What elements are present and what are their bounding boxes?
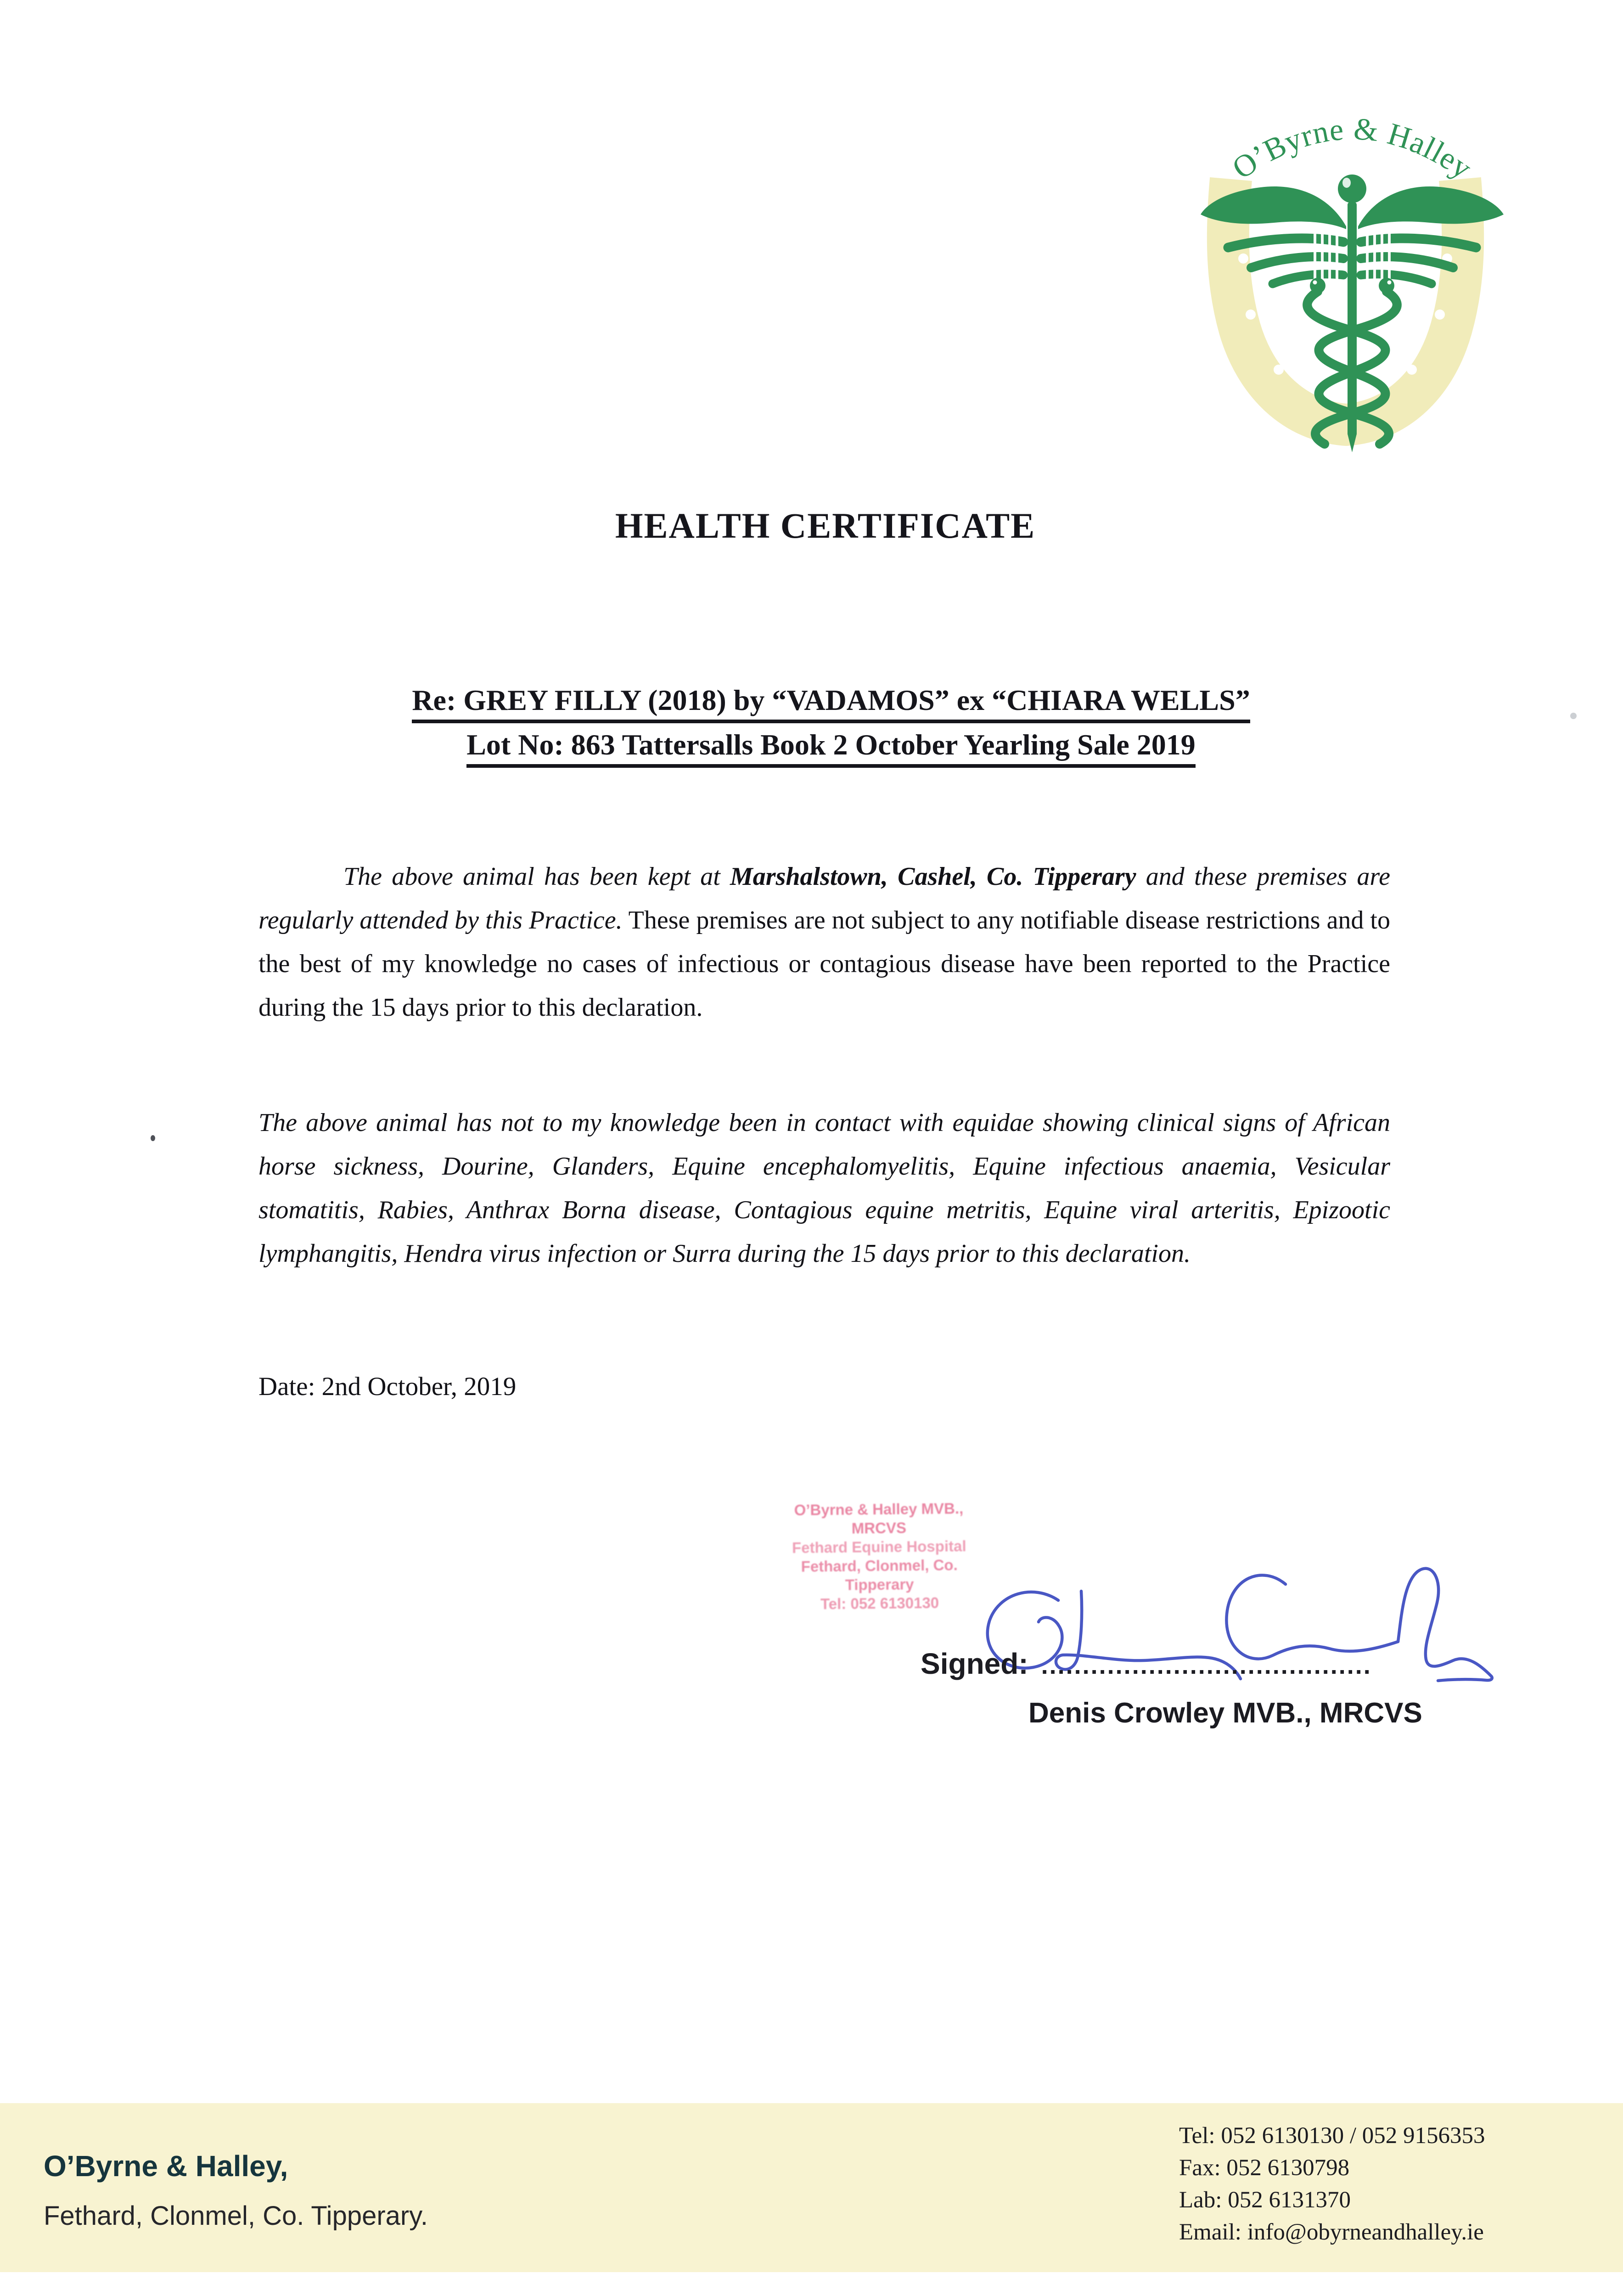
signatory-name: Denis Crowley MVB., MRCVS — [1028, 1697, 1422, 1729]
scan-speck — [1570, 713, 1577, 719]
subject-re-text: Re: GREY FILLY (2018) by “VADAMOS” ex “CHIARA WELLS” — [412, 683, 1250, 723]
subject-line-lot — [39, 728, 1623, 768]
subject-line-re — [39, 683, 1623, 723]
footer-contact-block — [1179, 2120, 1485, 2248]
footer-practice-name: O’Byrne & Halley, — [44, 2150, 288, 2183]
date-line: Date: 2nd October, 2019 — [258, 1372, 517, 1401]
stamp-line-2: Fethard Equine Hospital — [792, 1537, 966, 1556]
footer-tel: Tel: 052 6130130 / 052 9156353 — [1179, 2123, 1485, 2149]
footer-practice-address: Fethard, Clonmel, Co. Tipperary. — [44, 2201, 428, 2231]
stamp-line-4: Tel: 052 6130130 — [820, 1594, 939, 1613]
footer-email: Email: info@obyrneandhalley.ie — [1179, 2219, 1484, 2245]
footer-lab: Lab: 052 6131370 — [1179, 2187, 1351, 2213]
stamp-line-3: Fethard, Clonmel, Co. Tipperary — [801, 1556, 958, 1593]
p1-italic-lead: The above animal has been kept at — [343, 862, 730, 891]
signed-label: Signed: — [921, 1647, 1028, 1680]
paragraph-diseases: The above animal has not to my knowledge been in contact with equidae showing clinical signs of African horse sickness, Dourine, Glanders, Equine encephalomyelitis, Equine infectious anaemia, Vesicular stomatitis, Rabies, Anthrax Borna disease, Contagious equine metritis, Equine viral arteritis, Epizootic lymphangitis, Hendra virus infection or Surra during the 15 days prior to this declaration. — [258, 1109, 1390, 1268]
paragraph-premises — [258, 855, 1390, 1030]
logo-arc-text: O’Byrne & Halley — [1226, 111, 1479, 186]
practice-stamp — [780, 1499, 979, 1614]
footer-fax: Fax: 052 6130798 — [1179, 2155, 1350, 2181]
signature-dotted-line: ........................................ — [1041, 1652, 1372, 1679]
subject-block — [39, 683, 1623, 772]
p1-roman: These premises are not subject to any notifiable disease restrictions and to the best of my knowledge no cases of infectious or contagious disease have been reported to the Practice during the 15 days prior to this declaration. — [258, 906, 1390, 1022]
p1-italic-tail: and these premises are regularly attended by this Practice. — [258, 862, 1390, 934]
stamp-line-1: O’Byrne & Halley MVB., MRCVS — [794, 1500, 964, 1537]
document-title: HEALTH CERTIFICATE — [615, 506, 1036, 546]
p1-location: Marshalstown, Cashel, Co. Tipperary — [730, 862, 1136, 891]
practice-logo — [1175, 44, 1529, 464]
subject-lot-text: Lot No: 863 Tattersalls Book 2 October Yearling Sale 2019 — [466, 728, 1196, 768]
scan-speck — [151, 1135, 155, 1141]
signed-row — [921, 1647, 1372, 1681]
